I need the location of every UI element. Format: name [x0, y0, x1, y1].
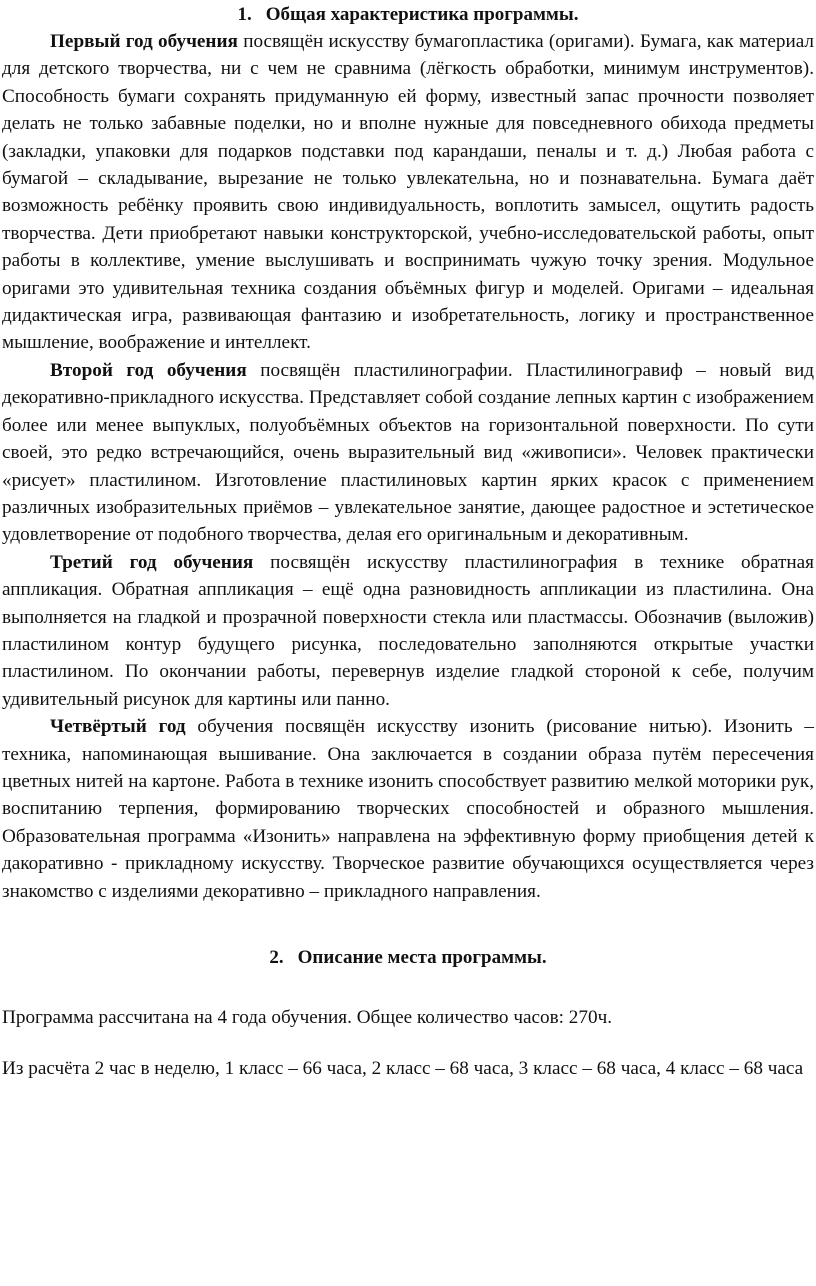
paragraph-year-4	[2, 713, 814, 905]
section-2-title: Описание места программы.	[297, 947, 547, 968]
paragraph-year-4-lead: Четвёртый год	[50, 716, 186, 738]
paragraph-year-3-text: посвящён искусству пластилинография в технике обратная аппликация. Обратная аппликация – ещё одна разновидность аппликации из пластилина. Она выполняется на гладкой и прозрачной поверхности стекла или пластмассы. Обозначив (выложив) пластилином контур будущего рисунка, последовательно заполняются открытые участки пластилином. По окончании работы, перевернув изделие гладкой стороной к себе, получим удивительный рисунок для картины или панно.	[2, 551, 815, 710]
total-hours-text: Программа рассчитана на 4 года обучения. Общее количество часов: 270ч.	[2, 1007, 613, 1028]
paragraph-year-3	[2, 549, 814, 713]
paragraph-year-2-text: посвящён пластилинографии. Пластилиногравиф – новый вид декоративно-прикладного искусства. Представляет собой создание лепных картин с изображением более или менее выпуклых, полуобъёмных объектов на горизонтальной поверхности. По сути своей, это редко встречающийся, очень выразительный вид «живописи». Человек практически «рисует» пластилином. Изготовление пластилиновых картин ярких красок с применением различных изобразительных приёмов – увлекательное занятие, дающее радостное и эстетическое удовлетворение от подобного творчества, делая его оригинальным и декоративным.	[2, 359, 814, 546]
paragraph-year-4-text: обучения посвящён искусству изонить (рисование нитью). Изонить – техника, напоминающая вышивание. Она заключается в создании образа путём пересечения цветных нитей на картоне. Работа в технике изонить способствует развитию мелкой моторики рук, воспитанию терпения, формированию творческих способностей и образного мышления. Образовательная программа «Изонить» направлена на эффективную форму приобщения детей к дакоративно - прикладному искусству. Творческое развитие обучающихся осуществляется через знакомство с изделиями декоративно – прикладного направления.	[2, 716, 814, 902]
section-1-title: Общая характеристика программы.	[265, 4, 579, 25]
weekly-schedule-text: Из расчёта 2 час в неделю, 1 класс – 66 часа, 2 класс – 68 часа, 3 класс – 68 часа, 4 класс – 68 часа	[2, 1058, 804, 1079]
paragraph-year-1	[2, 28, 814, 357]
paragraph-year-2	[2, 357, 814, 549]
paragraph-year-1-text: посвящён искусству бумагопластика (оригами). Бумага, как материал для детского творчества, ни с чем не сравнима (лёгкость обработки, минимум инструментов). Способность бумаги сохранять придуманную ей форму, известный запас прочности позволяет делать не только забавные поделки, но и вполне нужные для повседневного обихода предметы (закладки, упаковки для подарков подставки под карандаши, пеналы и т. д.) Любая работа с бумагой – складывание, вырезание не только увлекательна, но и познавательна. Бумага даёт возможность ребёнку проявить свою индивидуальность, воплотить замысел, ощутить радость творчества. Дети приобретают навыки конструкторской, учебно-исследовательской работы, опыт работы в коллективе, умение выслушивать и воспринимать чужую точку зрения. Модульное оригами это удивительная техника создания объёмных фигур и моделей. Оригами – идеальная дидактическая игра, развивающая фантазию и изобретательность, логику и пространственное мышление, воображение и интеллект.	[2, 31, 815, 354]
section-1-heading	[2, 2, 814, 28]
section-2-heading	[2, 945, 814, 971]
paragraph-year-2-lead: Второй год обучения	[50, 359, 247, 381]
paragraph-year-1-lead: Первый год обучения	[50, 31, 238, 52]
section-2-number: 2.	[269, 947, 284, 968]
section-1-number: 1.	[237, 4, 252, 25]
paragraph-year-3-lead: Третий год обучения	[50, 551, 254, 573]
